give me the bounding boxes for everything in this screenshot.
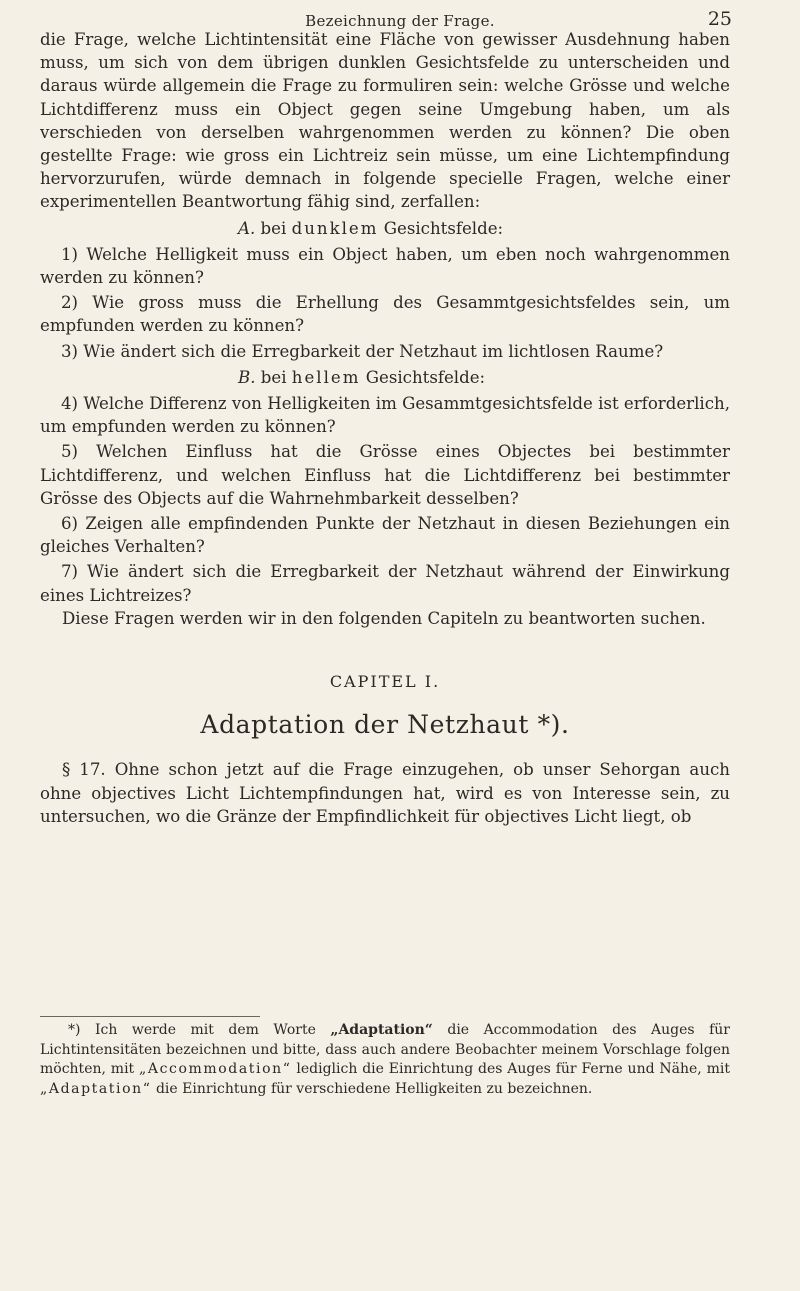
section-b-label: B. (238, 367, 256, 387)
section-b-post: Gesichtsfelde: (365, 367, 486, 387)
section-b-pre: bei (260, 367, 287, 387)
question-1: 1) Welche Helligkeit muss ein Object haben, um eben noch wahrgenommen werden zu können? (40, 244, 730, 288)
footnote-part-2: die Accommodation des Auges für Lichtintensitäten bezeichnen und bitte, dass auch andere Beobachter meinem Vorschlage folgen möchten, mit (40, 1022, 730, 1078)
section-a-label: A. (238, 218, 256, 238)
footnote-part-3: lediglich die Einrichtung des Auges für Ferne und Nähe, mit (291, 1061, 731, 1078)
question-2: 2) Wie gross muss die Erhellung des Gesammtgesichtsfeldes sein, um empfunden werden zu können? (40, 293, 730, 336)
footnote-part-1: *) Ich werde mit dem Worte (68, 1022, 331, 1038)
section-a-heading (40, 217, 730, 240)
footnote-term-adaptation-spaced: „Adaptation“ (40, 1080, 152, 1097)
footnote-part-4: die Einrichtung für verschiedene Helligkeiten zu bezeichnen. (151, 1080, 593, 1097)
footnote-term-accommodation: „Accommodation“ (139, 1061, 292, 1078)
section-a-spaced-word: dunklem (291, 218, 379, 238)
chapter-label: CAPITEL I. (329, 672, 441, 692)
section-17-paragraph: § 17. Ohne schon jetzt auf die Frage einzugehen, ob unser Sehorgan auch ohne objectives Licht Lichtempfindungen hat, wird es von Interesse sein, zu untersuchen, wo die Gränze der Empfindlichkeit für objectives Licht liegt, ob (40, 760, 730, 826)
section-a-post: Gesichtsfelde: (383, 218, 504, 238)
section-b-heading (40, 366, 730, 389)
question-4: 4) Welche Differenz von Helligkeiten im Gesammtgesichtsfelde ist erforderlich, um empfunden werden zu können? (40, 394, 730, 437)
running-title: Bezeichnung der Frage. (305, 12, 495, 30)
question-5: 5) Welchen Einfluss hat die Grösse eines Objectes bei bestimmter Lichtdifferenz, und welchen Einfluss hat die Lichtdifferenz bei bestimmter Grösse des Objects auf die Wahrnehmbarkeit desselben? (40, 442, 730, 508)
footnote-divider (40, 1016, 260, 1017)
footnote (40, 1021, 730, 1099)
question-6: 6) Zeigen alle empfindenden Punkte der Netzhaut in diesen Beziehungen ein gleiches Verhalten? (40, 514, 730, 557)
main-text (40, 28, 730, 828)
footnote-term-adaptation: „Adaptation“ (330, 1022, 433, 1038)
chapter-title: Adaptation der Netzhaut *). (200, 710, 570, 740)
section-a-pre: bei (260, 218, 287, 238)
closing-paragraph: Diese Fragen werden wir in den folgenden Capiteln zu beantworten suchen. (62, 608, 706, 628)
section-b-spaced-word: hellem (291, 367, 361, 387)
question-7: 7) Wie ändert sich die Erregbarkeit der Netzhaut während der Einwirkung eines Lichtreizes? (40, 562, 730, 605)
intro-paragraph: die Frage, welche Lichtintensität eine Fläche von gewisser Ausdehnung haben muss, um sich von dem übrigen dunklen Gesichtsfelde zu unterscheiden und daraus würde allgemein die Frage zu formuliren sein: welche Grösse und welche Lichtdifferenz muss ein Object gegen seine Umgebung haben, um als verschieden von derselben wahrgenommen werden zu können? Die oben gestellte Frage: wie gross ein Lichtreiz sein müsse, um eine Lichtempfindung hervorzurufen, würde demnach in folgende specielle Fragen, welche einer experimentellen Beantwortung fähig sind, zerfallen: (40, 30, 730, 212)
page-number: 25 (707, 8, 732, 30)
question-3: 3) Wie ändert sich die Erregbarkeit der Netzhaut im lichtlosen Raume? (61, 341, 664, 361)
